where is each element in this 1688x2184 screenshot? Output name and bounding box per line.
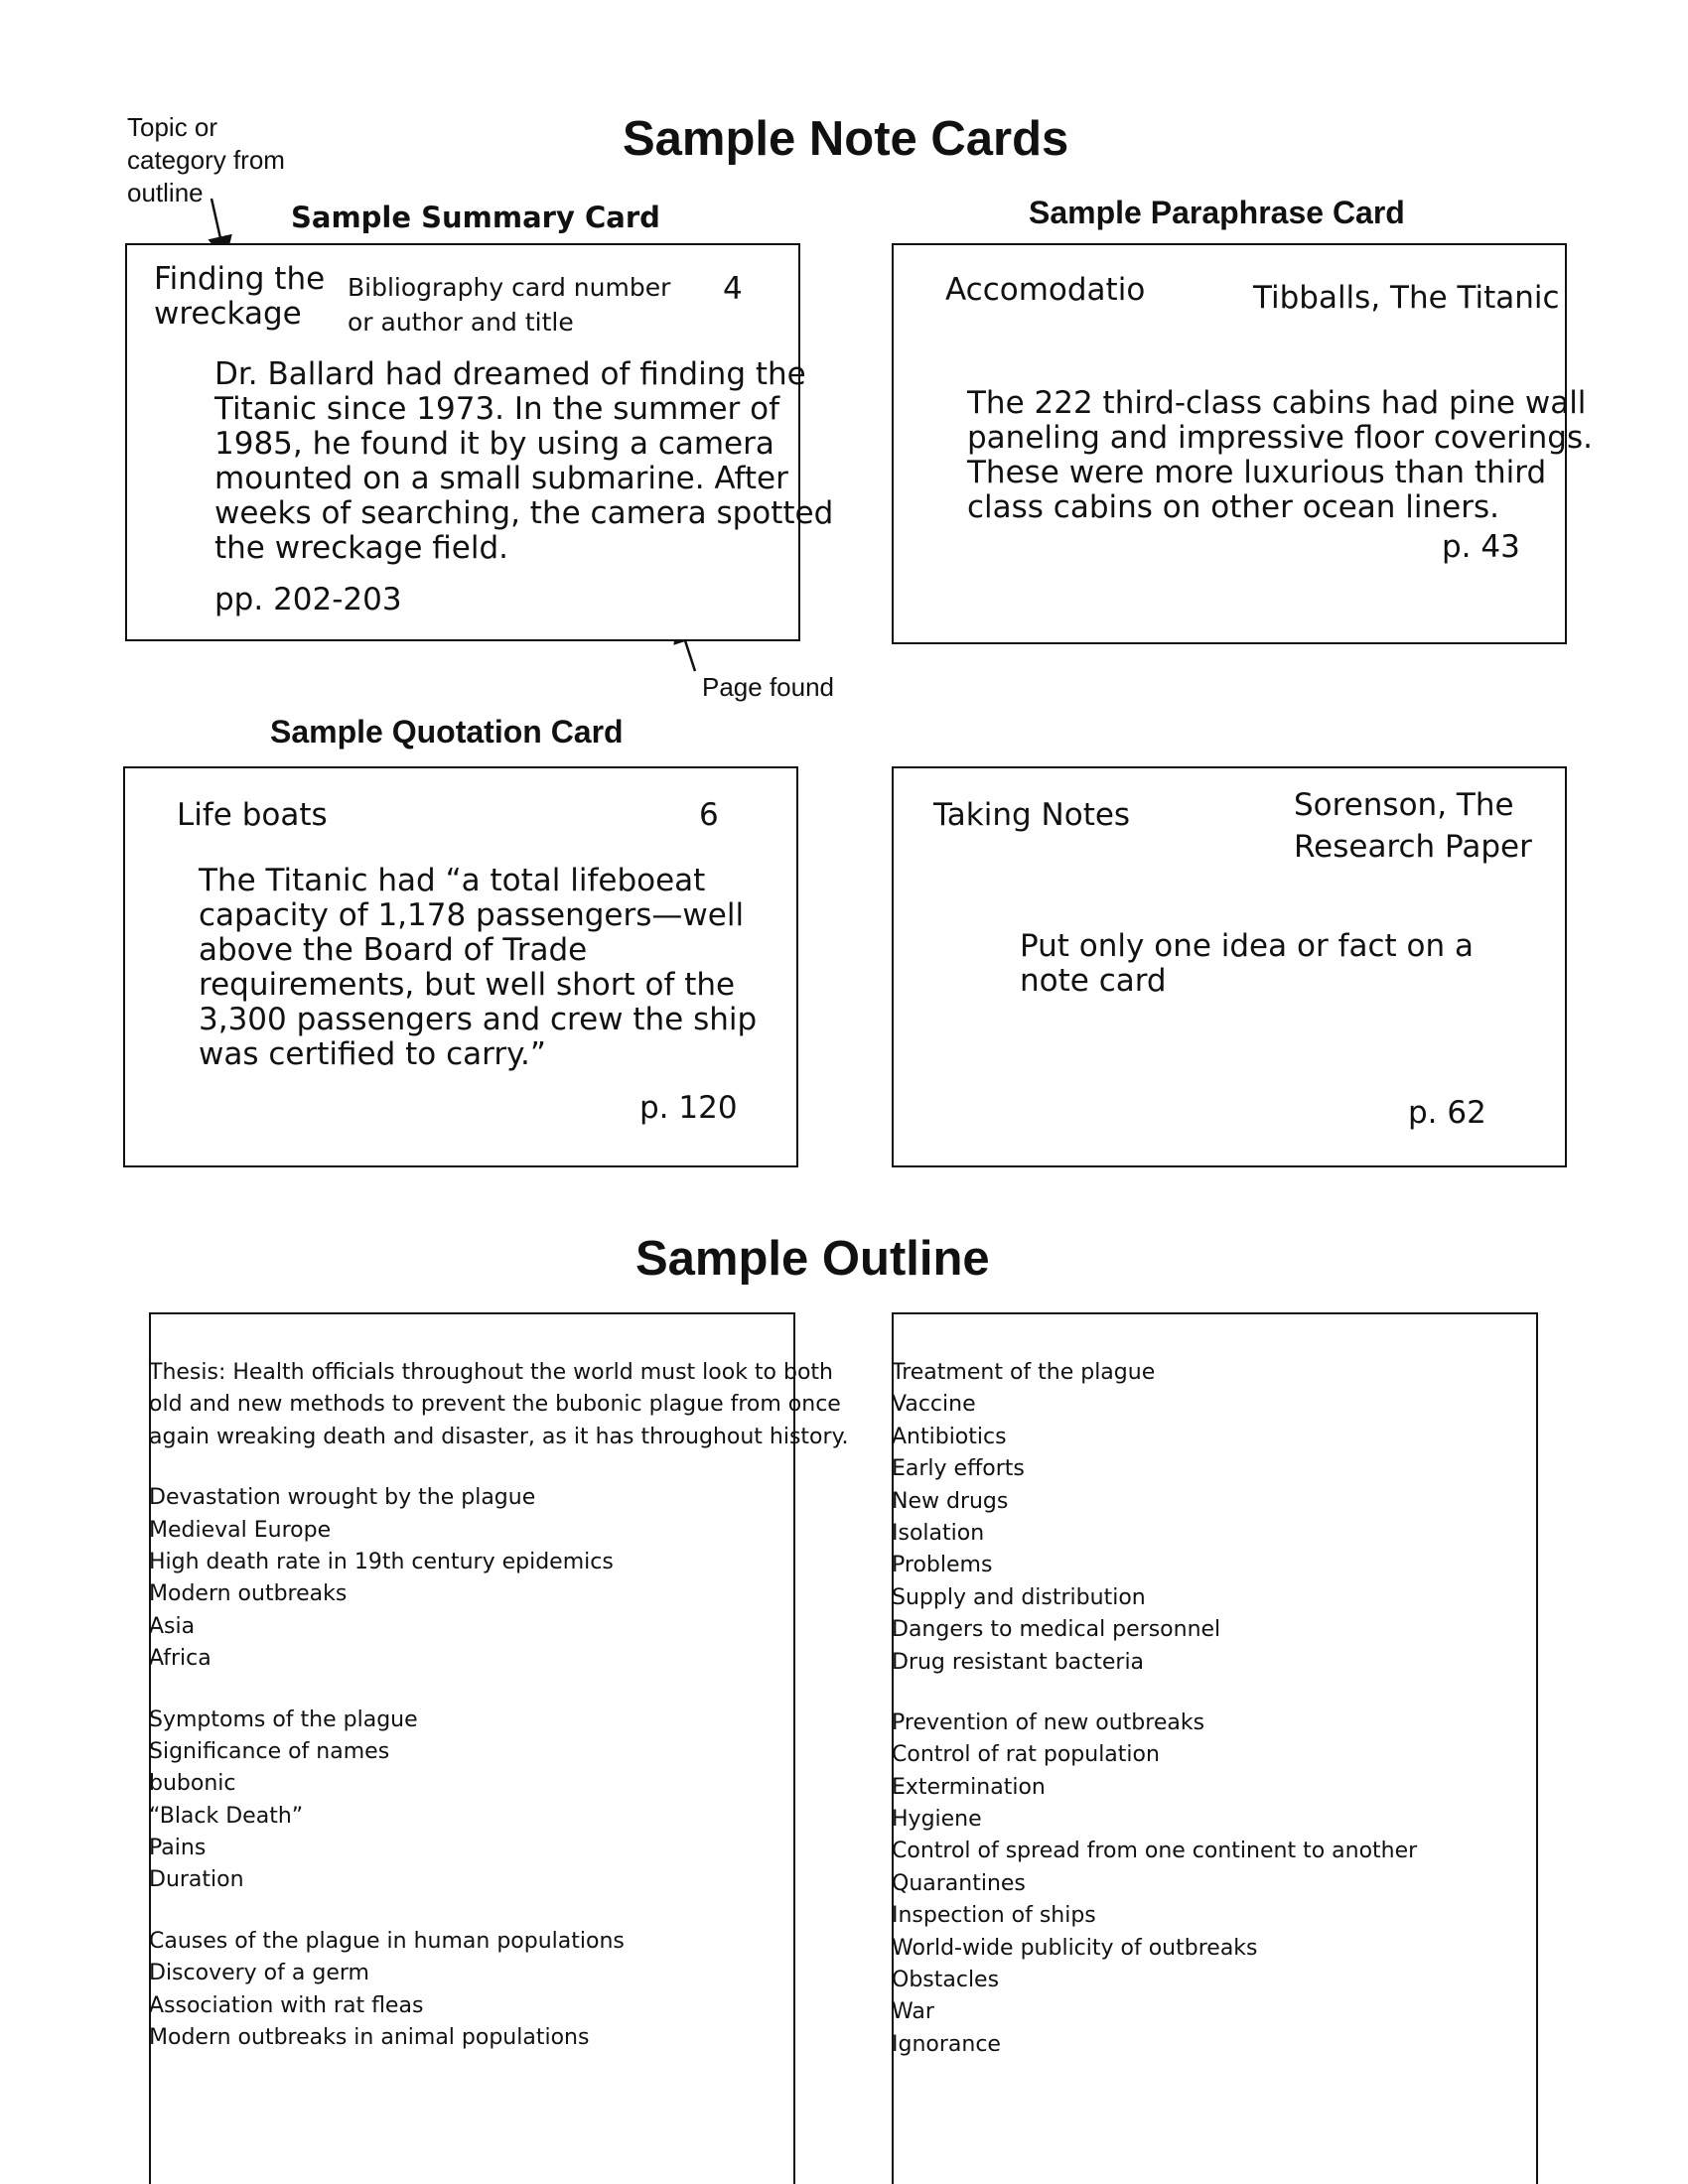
outline-item: Quarantines <box>892 1870 1026 1896</box>
notes-card-body <box>1020 929 1474 999</box>
quotation-card-number: 6 <box>699 797 719 833</box>
notes-card-page: p. 62 <box>1408 1095 1486 1131</box>
quotation-card-body <box>199 864 757 1072</box>
notes-card-source <box>1294 784 1532 868</box>
summary-card-body <box>214 357 833 566</box>
summary-card <box>125 243 834 641</box>
summary-card-topic-line: Finding the <box>154 261 326 297</box>
notes-card-body-line: Put only one idea or fact on a <box>1020 928 1474 964</box>
outline-item: Control of spread from one continent to another <box>892 1839 1418 1864</box>
topic-annotation-line: category from <box>127 145 285 175</box>
outline-right-list <box>892 1357 1417 2061</box>
paraphrase-card-topic: Accomodatio <box>945 272 1146 308</box>
quotation-card-body-line: 3,300 passengers and crew the ship <box>199 1002 758 1037</box>
page-found-annotation: Page found <box>702 672 835 702</box>
outline-item: World-wide publicity of outbreaks <box>892 1935 1258 1961</box>
summary-card-number: 4 <box>723 271 743 307</box>
quotation-card <box>123 766 798 1167</box>
outline-item: Extermination <box>892 1774 1046 1800</box>
paraphrase-card-body-line: paneling and impressive floor coverings. <box>967 420 1593 456</box>
outline-item: Modern outbreaks <box>149 1581 348 1607</box>
outline-item: Treatment of the plague <box>892 1360 1156 1385</box>
notes-card-body-line: note card <box>1020 963 1167 999</box>
quotation-card-body-line: was certified to carry.” <box>199 1036 546 1072</box>
summary-card-body-line: the wreckage field. <box>214 530 509 566</box>
outline-item: “Black Death” <box>149 1803 304 1829</box>
outline-item: Pains <box>149 1836 207 1861</box>
outline-item: Medieval Europe <box>149 1517 332 1543</box>
outline-item: War <box>892 1999 934 2025</box>
paraphrase-card-body-line: The 222 third-class cabins had pine wall <box>967 385 1587 421</box>
outline-item: Supply and distribution <box>892 1584 1146 1610</box>
paraphrase-card-body-line: class cabins on other ocean liners. <box>967 489 1499 525</box>
outline-left-box <box>149 1312 849 2184</box>
notes-card-topic: Taking Notes <box>933 797 1131 833</box>
notes-card <box>892 766 1567 1167</box>
summary-card-bib-line: Bibliography card number <box>348 273 671 302</box>
outline-item: Control of rat population <box>892 1742 1160 1768</box>
outline-item: High death rate in 19th century epidemics <box>149 1549 614 1574</box>
outline-item: Ignorance <box>892 2031 1001 2057</box>
outline-item: Symptoms of the plague <box>149 1706 418 1732</box>
summary-card-heading: Sample Summary Card <box>291 201 660 234</box>
summary-card-body-line: Titanic since 1973. In the summer of <box>214 391 780 427</box>
summary-card-topic <box>154 262 325 332</box>
quotation-card-body-line: above the Board of Trade <box>199 932 588 968</box>
notes-card-source-line: Sorenson, The <box>1294 787 1514 823</box>
quotation-card-body-line: requirements, but well short of the <box>199 967 736 1003</box>
outline-item: Hygiene <box>892 1807 982 1833</box>
outline-item: bubonic <box>149 1771 236 1797</box>
outline-left-list <box>149 1357 848 2054</box>
topic-annotation-line: outline <box>127 178 204 207</box>
outline-item: Discovery of a germ <box>149 1961 369 1986</box>
outline-thesis-line: old and new methods to prevent the bubonic plague from once <box>149 1392 841 1418</box>
paraphrase-card-body <box>967 386 1593 525</box>
summary-card-bib-note <box>348 270 670 340</box>
outline-item: Africa <box>149 1646 211 1672</box>
outline-right-box <box>892 1312 1538 2184</box>
summary-card-topic-line: wreckage <box>154 296 302 332</box>
summary-card-bib-line: or author and title <box>348 308 574 337</box>
outline-item: Devastation wrought by the plague <box>149 1485 536 1511</box>
summary-card-body-line: Dr. Ballard had dreamed of finding the <box>214 356 806 392</box>
topic-annotation-line: Topic or <box>127 112 218 142</box>
outline-item: Association with rat fleas <box>149 1992 424 2018</box>
summary-card-body-line: 1985, he found it by using a camera <box>214 426 774 462</box>
outline-item: Antibiotics <box>892 1424 1007 1449</box>
quotation-card-body-line: The Titanic had “a total lifeboeat <box>199 863 706 898</box>
outline-item: Inspection of ships <box>892 1903 1096 1929</box>
outline-heading: Sample Outline <box>635 1232 990 1286</box>
page-title: Sample Note Cards <box>623 112 1069 166</box>
outline-item: Isolation <box>892 1520 985 1546</box>
outline-item: Drug resistant bacteria <box>892 1649 1145 1675</box>
summary-card-page: pp. 202-203 <box>214 582 402 617</box>
paraphrase-card-page: p. 43 <box>1442 529 1520 565</box>
quotation-card-topic: Life boats <box>177 797 328 833</box>
outline-item: Duration <box>149 1867 244 1893</box>
outline-item: Dangers to medical personnel <box>892 1617 1221 1643</box>
summary-card-body-line: mounted on a small submarine. After <box>214 461 788 496</box>
quotation-card-heading: Sample Quotation Card <box>270 714 624 750</box>
notes-card-source-line: Research Paper <box>1294 829 1532 865</box>
outline-thesis-line: Thesis: Health officials throughout the world must look to both <box>149 1360 834 1385</box>
paraphrase-card <box>892 243 1593 644</box>
outline-item: Problems <box>892 1553 993 1578</box>
outline-item: Significance of names <box>149 1738 390 1764</box>
paraphrase-card-source: Tibballs, The Titanic <box>1253 280 1560 316</box>
outline-item: New drugs <box>892 1488 1009 1514</box>
outline-item: Asia <box>149 1613 196 1639</box>
outline-item: Modern outbreaks in animal populations <box>149 2025 590 2051</box>
quotation-card-body-line: capacity of 1,178 passengers—well <box>199 897 745 933</box>
outline-thesis-line: again wreaking death and disaster, as it has throughout history. <box>149 1424 849 1449</box>
paraphrase-card-body-line: These were more luxurious than third <box>967 455 1547 490</box>
outline-item: Early efforts <box>892 1456 1025 1482</box>
outline-item: Causes of the plague in human populations <box>149 1928 625 1954</box>
quotation-card-page: p. 120 <box>639 1090 738 1126</box>
outline-item: Prevention of new outbreaks <box>892 1709 1205 1735</box>
summary-card-body-line: weeks of searching, the camera spotted <box>214 495 834 531</box>
outline-item: Vaccine <box>892 1392 976 1418</box>
outline-item: Obstacles <box>892 1968 1000 1993</box>
paraphrase-card-heading: Sample Paraphrase Card <box>1029 195 1405 230</box>
